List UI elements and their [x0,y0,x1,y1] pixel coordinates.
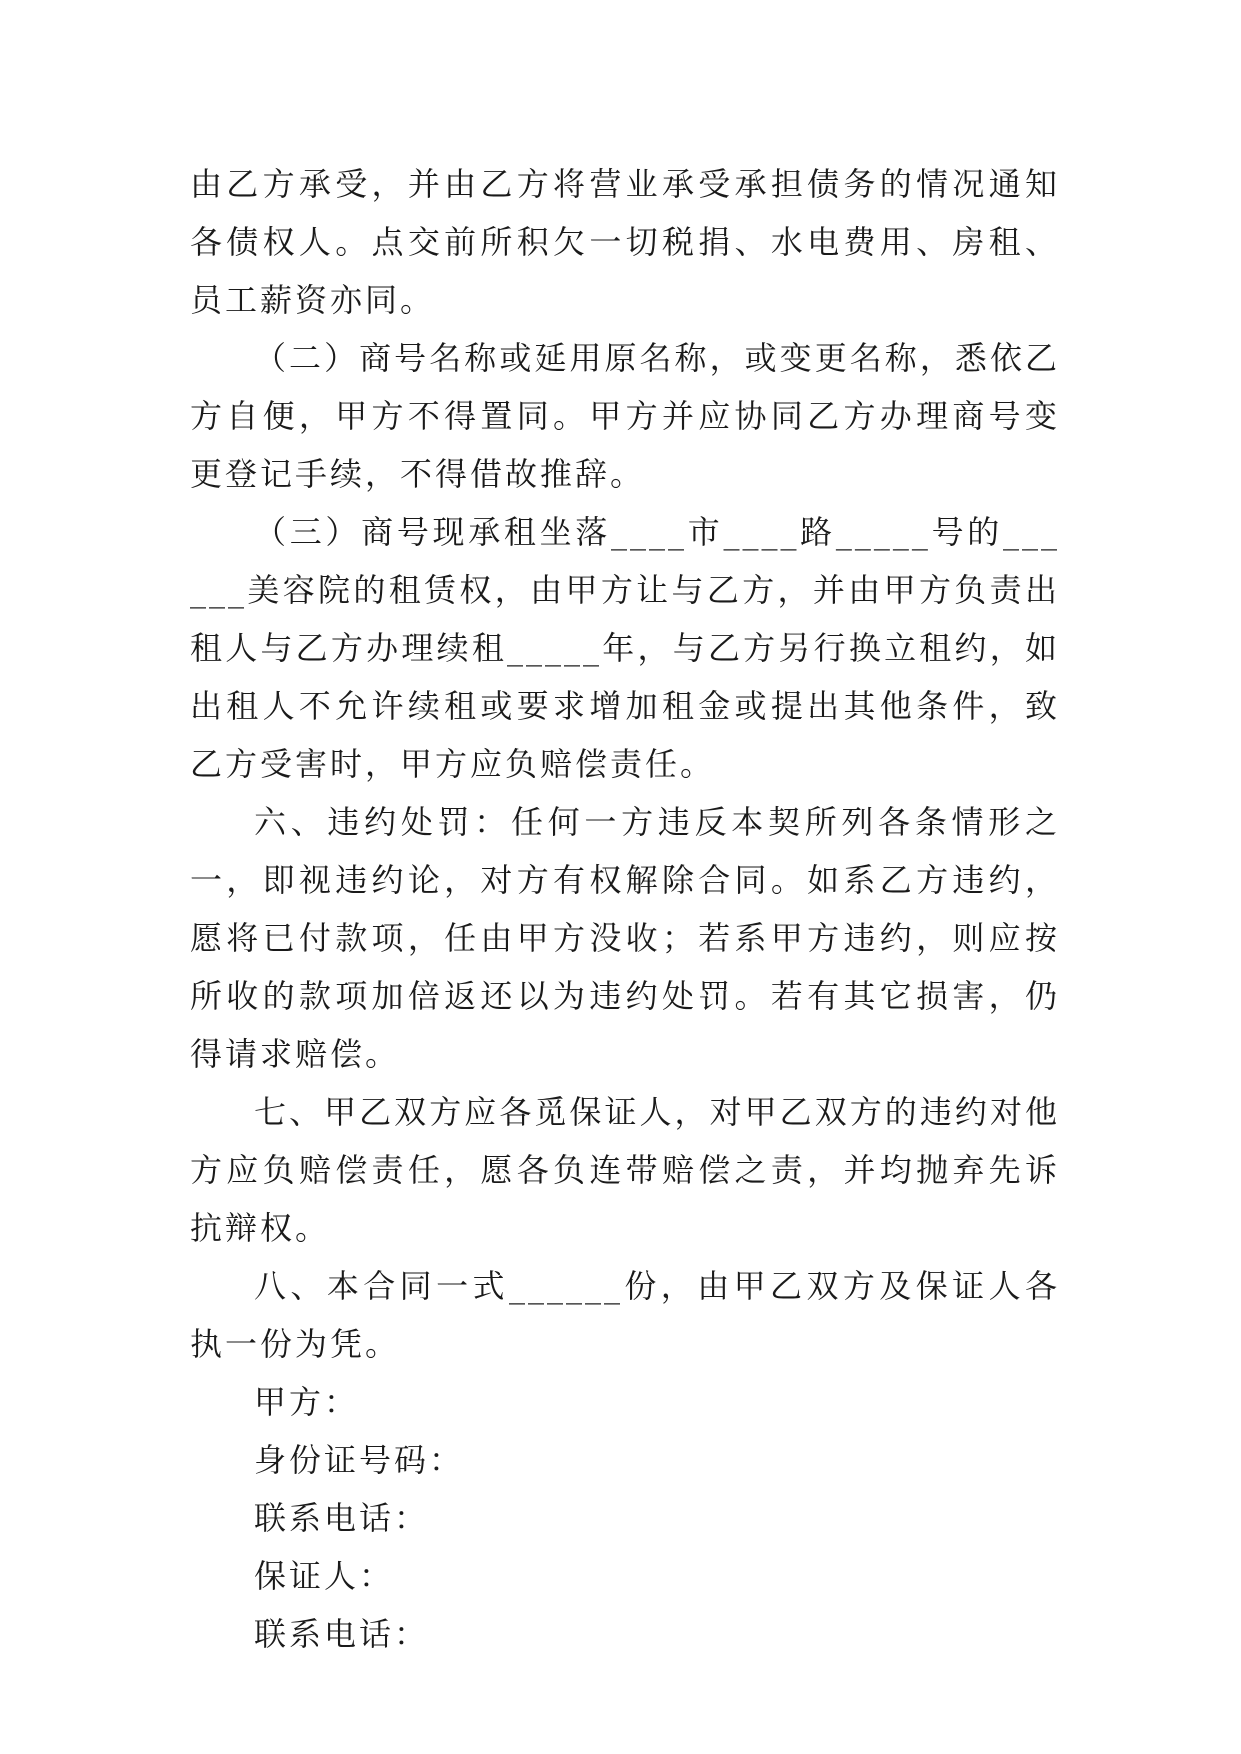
paragraph-breach-penalty: 六、违约处罚：任何一方违反本契所列各条情形之一，即视违约论，对方有权解除合同。如系乙方违约，愿将已付款项，任由甲方没收；若系甲方违约，则应按所收的款项加倍返还以为违约处罚。若有其它损害，仍得请求赔偿。 [190,803,1060,1073]
signature-party-a: 甲方： [254,1383,360,1421]
document-body [190,155,1060,1663]
paragraph-trade-name: （二）商号名称或延用原名称，或变更名称，悉依乙方自便，甲方不得置同。甲方并应协同乙方办理商号变更登记手续，不得借故推辞。 [190,339,1060,493]
paragraph-guarantor: 七、甲乙双方应各觅保证人，对甲乙双方的违约对他方应负赔偿责任，愿各负连带赔偿之责，并均抛弃先诉抗辩权。 [190,1093,1060,1247]
signature-phone-1: 联系电话： [254,1499,430,1537]
signature-block [190,1373,1060,1663]
paragraph-lease-right: （三）商号现承租坐落____市____路_____号的______美容院的租赁权，由甲方让与乙方，并由甲方负责出租人与乙方办理续租_____年，与乙方另行换立租约，如出租人不允许续租或要求增加租金或提出其他条件，致乙方受害时，甲方应负赔偿责任。 [190,513,1060,783]
signature-phone-2: 联系电话： [254,1615,430,1653]
paragraph-copies: 八、本合同一式______份，由甲乙双方及保证人各执一份为凭。 [190,1267,1060,1363]
signature-guarantor: 保证人： [254,1557,395,1595]
signature-id-number: 身份证号码： [254,1441,465,1479]
paragraph-debt-notice: 由乙方承受，并由乙方将营业承受承担债务的情况通知各债权人。点交前所积欠一切税捐、水电费用、房租、员工薪资亦同。 [190,165,1060,319]
